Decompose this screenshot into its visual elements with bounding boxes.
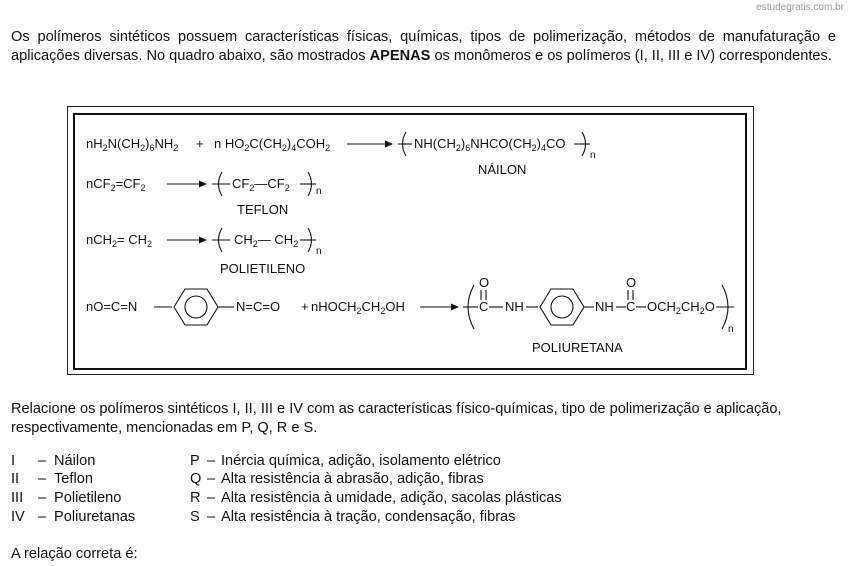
svg-text:O: O xyxy=(626,275,637,290)
teflon-polymer: $CF_2—CF_2$ xyxy=(232,176,290,193)
polymer-number: II xyxy=(11,471,20,487)
watermark: estudegratis.com.br xyxy=(756,2,844,13)
property-letter: S xyxy=(190,509,200,525)
property-letter: Q xyxy=(190,471,202,487)
nylon-polymer: $NH(CH_2)_6NHCO(CH_2)_4CO$ xyxy=(414,136,566,153)
nylon-plus: + xyxy=(196,136,204,151)
relate-instruction: Relacione os polímeros sintéticos I, II, III e IV com as características físico-químicas, tipo de polimerização e aplicação, respectivamente, mencionadas em P, Q, R e S. xyxy=(11,401,782,436)
polyurethane-plus: + xyxy=(301,299,309,314)
teflon-reaction xyxy=(86,172,322,217)
benzene-ring-1 xyxy=(174,289,218,325)
nylon-monomer-2: n $HO_2C(CH_2)_4COH_2$ xyxy=(214,136,331,153)
svg-text:n: n xyxy=(590,150,596,161)
svg-text:OCH2CH2O: $OCH_2CH_2O$ xyxy=(647,299,715,316)
polymer-number: IV xyxy=(11,509,25,525)
intro-text-before: Os polímeros sintéticos possuem características físicas, químicas, tipos de polimerização, métodos de manufaturação e aplicações diversas. No quadro abaixo, são mostrados xyxy=(11,29,836,64)
polyurethane-monomer-1b: N=C=O xyxy=(236,299,281,314)
property-description: Alta resistência à abrasão, adição, fibras xyxy=(221,471,484,487)
svg-text:n: n xyxy=(316,246,322,257)
polyethylene-polymer: $CH_2—$ $CH_2$ xyxy=(234,232,299,249)
benzene-ring-2-circle xyxy=(551,296,573,318)
nylon-monomer-1: $nH_2N(CH_2)_6NH_2$ xyxy=(86,136,179,153)
polyurethane-monomer-1a: nO=C=N xyxy=(86,299,138,314)
svg-text:n: n xyxy=(728,324,734,335)
svg-text:O: O xyxy=(479,275,490,290)
property-description: Alta resistência à umidade, adição, sacolas plásticas xyxy=(221,490,562,506)
property-letter: R xyxy=(190,490,201,506)
polymer-name: Polietileno xyxy=(54,490,122,506)
polymer-name: Poliuretanas xyxy=(54,509,136,525)
svg-text:NH: NH xyxy=(595,299,614,314)
svg-text:n: n xyxy=(316,186,322,197)
benzene-ring-1-circle xyxy=(185,296,207,318)
polyethylene-name: POLIETILENO xyxy=(220,261,306,276)
polymer-name: Teflon xyxy=(54,471,93,487)
svg-text:C: C xyxy=(479,299,489,314)
benzene-ring-2 xyxy=(540,289,584,325)
teflon-name: TEFLON xyxy=(237,202,289,217)
polymer-name: Náilon xyxy=(54,453,96,469)
teflon-monomer: $nCF_2=CF_2$ xyxy=(86,176,146,193)
property-description: Inércia química, adição, isolamento elétrico xyxy=(221,453,501,469)
svg-text:NH: NH xyxy=(505,299,524,314)
svg-text:C: C xyxy=(626,299,636,314)
polyurethane-name: POLIURETANA xyxy=(532,340,623,355)
polyurethane-monomer-2: $nHOCH_2CH_2OH$ xyxy=(311,299,405,316)
property-description: Alta resistência à tração, condensação, fibras xyxy=(221,509,516,525)
nylon-reaction xyxy=(86,132,596,177)
intro-emphasis: APENAS xyxy=(369,48,431,64)
polyethylene-reaction xyxy=(86,228,322,276)
polyurethane-reaction xyxy=(86,275,734,355)
polymer-number: I xyxy=(11,453,16,469)
polymer-number: III xyxy=(11,490,24,506)
intro-text-after: os monômeros e os polímeros (I, II, III e IV) correspondentes. xyxy=(430,48,832,64)
question-prompt: A relação correta é: xyxy=(11,546,138,562)
property-letter: P xyxy=(190,453,200,469)
nylon-name: NÁILON xyxy=(478,162,527,177)
polyethylene-monomer: $nCH_2= CH_2$ xyxy=(86,232,153,249)
